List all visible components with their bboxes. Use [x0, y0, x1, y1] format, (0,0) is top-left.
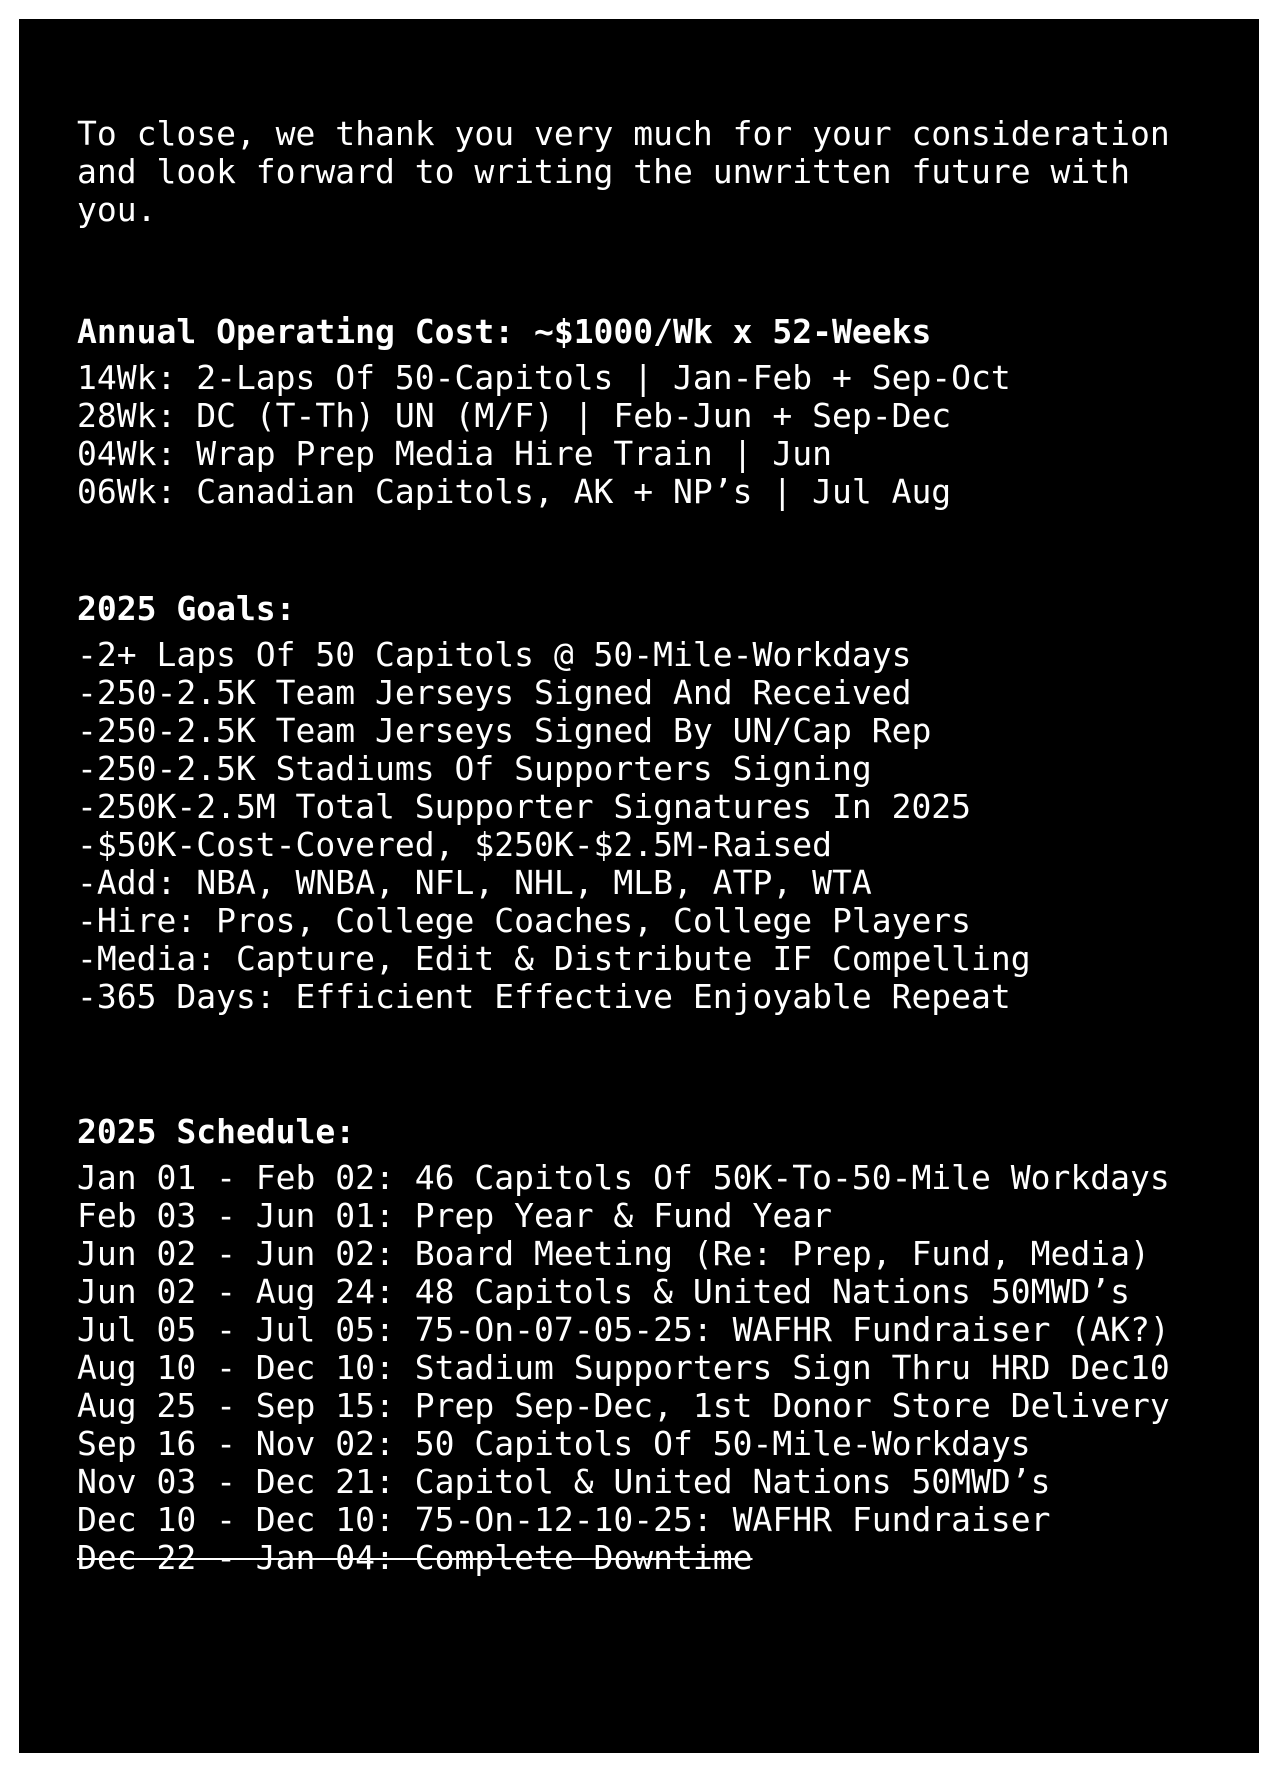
goal-item: -250-2.5K Team Jerseys Signed By UN/Cap Rep	[77, 711, 932, 750]
closing-paragraph	[77, 115, 1227, 229]
goal-item: -250-2.5K Team Jerseys Signed And Received	[77, 673, 912, 712]
schedule-item: Feb 03 - Jun 01: Prep Year & Fund Year	[77, 1196, 832, 1235]
schedule-item: Jan 01 - Feb 02: 46 Capitols Of 50K-To-50-Mile Workdays	[77, 1158, 1170, 1197]
schedule-heading: 2025 Schedule:	[77, 1112, 356, 1151]
goal-item: -250-2.5K Stadiums Of Supporters Signing	[77, 749, 872, 788]
goal-item: -Media: Capture, Edit & Distribute IF Compelling	[77, 939, 1031, 978]
schedule-item: Aug 25 - Sep 15: Prep Sep-Dec, 1st Donor Store Delivery	[77, 1386, 1170, 1425]
goals-section	[77, 590, 1227, 1016]
cost-item: 28Wk: DC (T-Th) UN (M/F) | Feb-Jun + Sep-Dec	[77, 396, 952, 435]
goal-item: -2+ Laps Of 50 Capitols @ 50-Mile-Workdays	[77, 635, 912, 674]
goal-item: -$50K-Cost-Covered, $250K-$2.5M-Raised	[77, 825, 832, 864]
cost-item: 06Wk: Canadian Capitols, AK + NP’s | Jul Aug	[77, 472, 952, 511]
closing-line-3: you.	[77, 190, 157, 229]
closing-line-1: To close, we thank you very much for your consideration	[77, 114, 1170, 153]
operating-cost-heading: Annual Operating Cost: ~$1000/Wk x 52-Weeks	[77, 312, 932, 351]
schedule-section	[77, 1113, 1227, 1577]
schedule-item: Jul 05 - Jul 05: 75-On-07-05-25: WAFHR Fundraiser (AK?)	[77, 1310, 1170, 1349]
goals-heading: 2025 Goals:	[77, 589, 296, 628]
schedule-item: Aug 10 - Dec 10: Stadium Supporters Sign Thru HRD Dec10	[77, 1348, 1170, 1387]
closing-line-2: and look forward to writing the unwritten future with	[77, 152, 1130, 191]
schedule-item: Jun 02 - Aug 24: 48 Capitols & United Nations 50MWD’s	[77, 1272, 1130, 1311]
schedule-item: Jun 02 - Jun 02: Board Meeting (Re: Prep, Fund, Media)	[77, 1234, 1150, 1273]
goal-item: -365 Days: Efficient Effective Enjoyable Repeat	[77, 977, 1011, 1016]
document-page	[19, 19, 1259, 1753]
cost-item: 04Wk: Wrap Prep Media Hire Train | Jun	[77, 434, 832, 473]
schedule-item-struck: Dec 22 - Jan 04: Complete Downtime	[77, 1538, 753, 1577]
goal-item: -Hire: Pros, College Coaches, College Players	[77, 901, 972, 940]
goal-item: -250K-2.5M Total Supporter Signatures In 2025	[77, 787, 972, 826]
schedule-item: Dec 10 - Dec 10: 75-On-12-10-25: WAFHR Fundraiser	[77, 1500, 1051, 1539]
schedule-item: Sep 16 - Nov 02: 50 Capitols Of 50-Mile-Workdays	[77, 1424, 1031, 1463]
cost-item: 14Wk: 2-Laps Of 50-Capitols | Jan-Feb + Sep-Oct	[77, 358, 1011, 397]
operating-cost-section	[77, 313, 1227, 511]
schedule-item: Nov 03 - Dec 21: Capitol & United Nations 50MWD’s	[77, 1462, 1051, 1501]
goal-item: -Add: NBA, WNBA, NFL, NHL, MLB, ATP, WTA	[77, 863, 872, 902]
